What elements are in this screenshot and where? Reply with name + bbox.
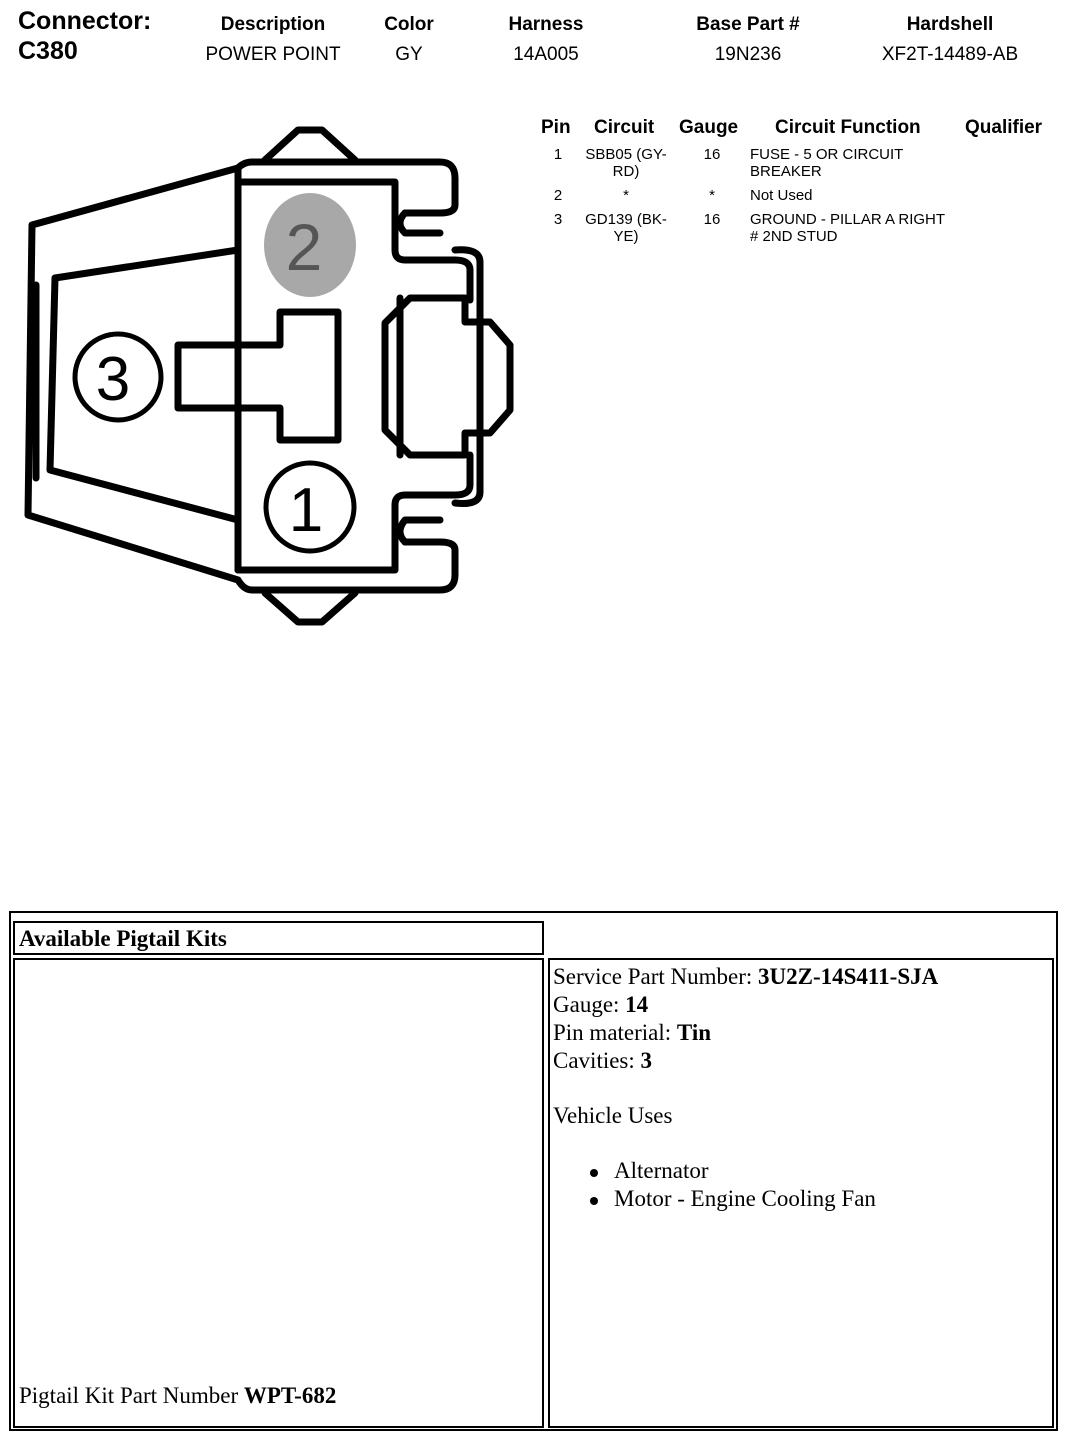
color-header: Color <box>384 14 434 35</box>
gauge-spec: Gauge: 14 <box>553 992 649 1017</box>
pin-1-number: 1 <box>288 476 324 545</box>
description-value: POWER POINT <box>205 44 341 65</box>
cavities-spec: Cavities: 3 <box>553 1048 653 1073</box>
color-value: GY <box>395 44 423 65</box>
harness-header: Harness <box>508 14 584 35</box>
pin-2-number: 2 <box>285 210 323 284</box>
pin-2-cavity <box>264 193 356 297</box>
gauge-column-header: Gauge <box>679 117 739 138</box>
circuit-function-cell: GROUND - PILLAR A RIGHT # 2ND STUD <box>750 211 946 245</box>
gauge-cell: * <box>709 187 715 204</box>
connector-id: C380 <box>18 37 78 65</box>
pin-column-header: Pin <box>541 117 571 138</box>
pin-3-number: 3 <box>95 345 131 414</box>
base-part-header: Base Part # <box>696 14 800 35</box>
pin-1-cavity <box>266 463 354 551</box>
bullet-icon <box>590 1197 598 1205</box>
circuit-cell: * <box>623 187 629 204</box>
pin-number-cell: 2 <box>553 187 563 204</box>
circuit-column-header: Circuit <box>594 117 655 138</box>
gauge-cell: 16 <box>703 211 721 228</box>
circuit-cell: GD139 (BK- YE) <box>585 211 667 245</box>
pigtail-kits-title: Available Pigtail Kits <box>19 926 227 951</box>
polarization-key <box>178 312 338 440</box>
pigtail-kit-part-number: Pigtail Kit Part Number WPT-682 <box>19 1383 337 1408</box>
pin-material-spec: Pin material: Tin <box>553 1020 712 1045</box>
circuit-function-cell: Not Used <box>750 187 813 204</box>
list-item: Alternator <box>590 1157 876 1185</box>
hardshell-header: Hardshell <box>906 14 994 35</box>
service-part-number: Service Part Number: 3U2Z-14S411-SJA <box>553 964 939 989</box>
pigtail-image-cell <box>13 958 544 1428</box>
top-latch-outline <box>265 130 355 160</box>
connector-face-diagram <box>0 100 540 640</box>
vehicle-uses-list <box>590 1157 876 1213</box>
pin-number-cell: 3 <box>553 211 563 228</box>
list-item: Motor - Engine Cooling Fan <box>590 1185 876 1213</box>
pigtail-details-cell <box>548 958 1054 1428</box>
circuit-function-column-header: Circuit Function <box>775 117 921 138</box>
gauge-cell: 16 <box>703 146 721 163</box>
circuit-cell: SBB05 (GY- RD) <box>585 146 667 180</box>
connector-title <box>18 6 151 66</box>
description-header: Description <box>220 14 326 35</box>
qualifier-column-header: Qualifier <box>965 117 1043 138</box>
pigtail-kits-header <box>13 921 544 955</box>
circuit-function-cell: FUSE - 5 OR CIRCUIT BREAKER <box>750 146 904 180</box>
base-part-value: 19N236 <box>714 44 782 65</box>
hardshell-value: XF2T-14489-AB <box>881 44 1019 65</box>
side-latch-outline <box>385 298 510 455</box>
bullet-icon <box>590 1169 598 1177</box>
connector-label: Connector: <box>18 7 152 35</box>
bottom-latch-outline <box>265 593 355 622</box>
pin-3-cavity <box>75 334 161 420</box>
vehicle-uses-heading: Vehicle Uses <box>553 1103 673 1128</box>
pin-number-cell: 1 <box>553 146 563 163</box>
harness-value: 14A005 <box>513 44 579 65</box>
